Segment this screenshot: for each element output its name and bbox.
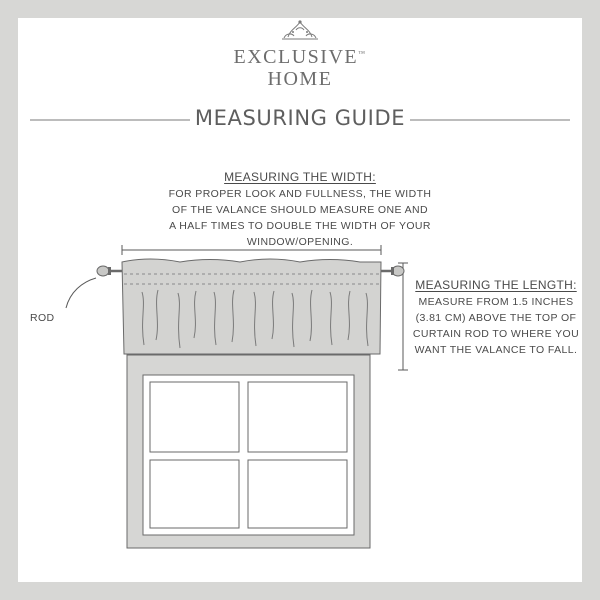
- brand-line-2: HOME: [267, 68, 333, 90]
- window: [127, 355, 370, 548]
- width-line: A HALF TIMES TO DOUBLE THE WIDTH OF YOUR: [169, 220, 431, 232]
- length-line: (3.81 CM) ABOVE THE TOP OF: [415, 312, 577, 324]
- length-line: MEASURE FROM 1.5 INCHES: [418, 296, 574, 308]
- rod-pointer: [66, 278, 96, 308]
- length-heading: MEASURING THE LENGTH:: [415, 278, 577, 292]
- length-dimension-line: [398, 263, 408, 370]
- width-line: OF THE VALANCE SHOULD MEASURE ONE AND: [172, 204, 428, 216]
- width-dimension-line: [122, 245, 381, 255]
- length-line: WANT THE VALANCE TO FALL.: [414, 344, 578, 356]
- width-heading: MEASURING THE WIDTH:: [224, 170, 376, 184]
- page-title: MEASURING GUIDE: [194, 106, 406, 130]
- rod-label: ROD: [30, 312, 55, 324]
- trademark-mark: ™: [358, 49, 367, 58]
- width-line: FOR PROPER LOOK AND FULLNESS, THE WIDTH: [168, 188, 432, 200]
- width-line: WINDOW/OPENING.: [246, 236, 354, 248]
- length-line: CURTAIN ROD TO WHERE YOU: [412, 328, 580, 340]
- brand-name: EXCLUSIVE: [233, 46, 359, 68]
- valance: [122, 259, 381, 354]
